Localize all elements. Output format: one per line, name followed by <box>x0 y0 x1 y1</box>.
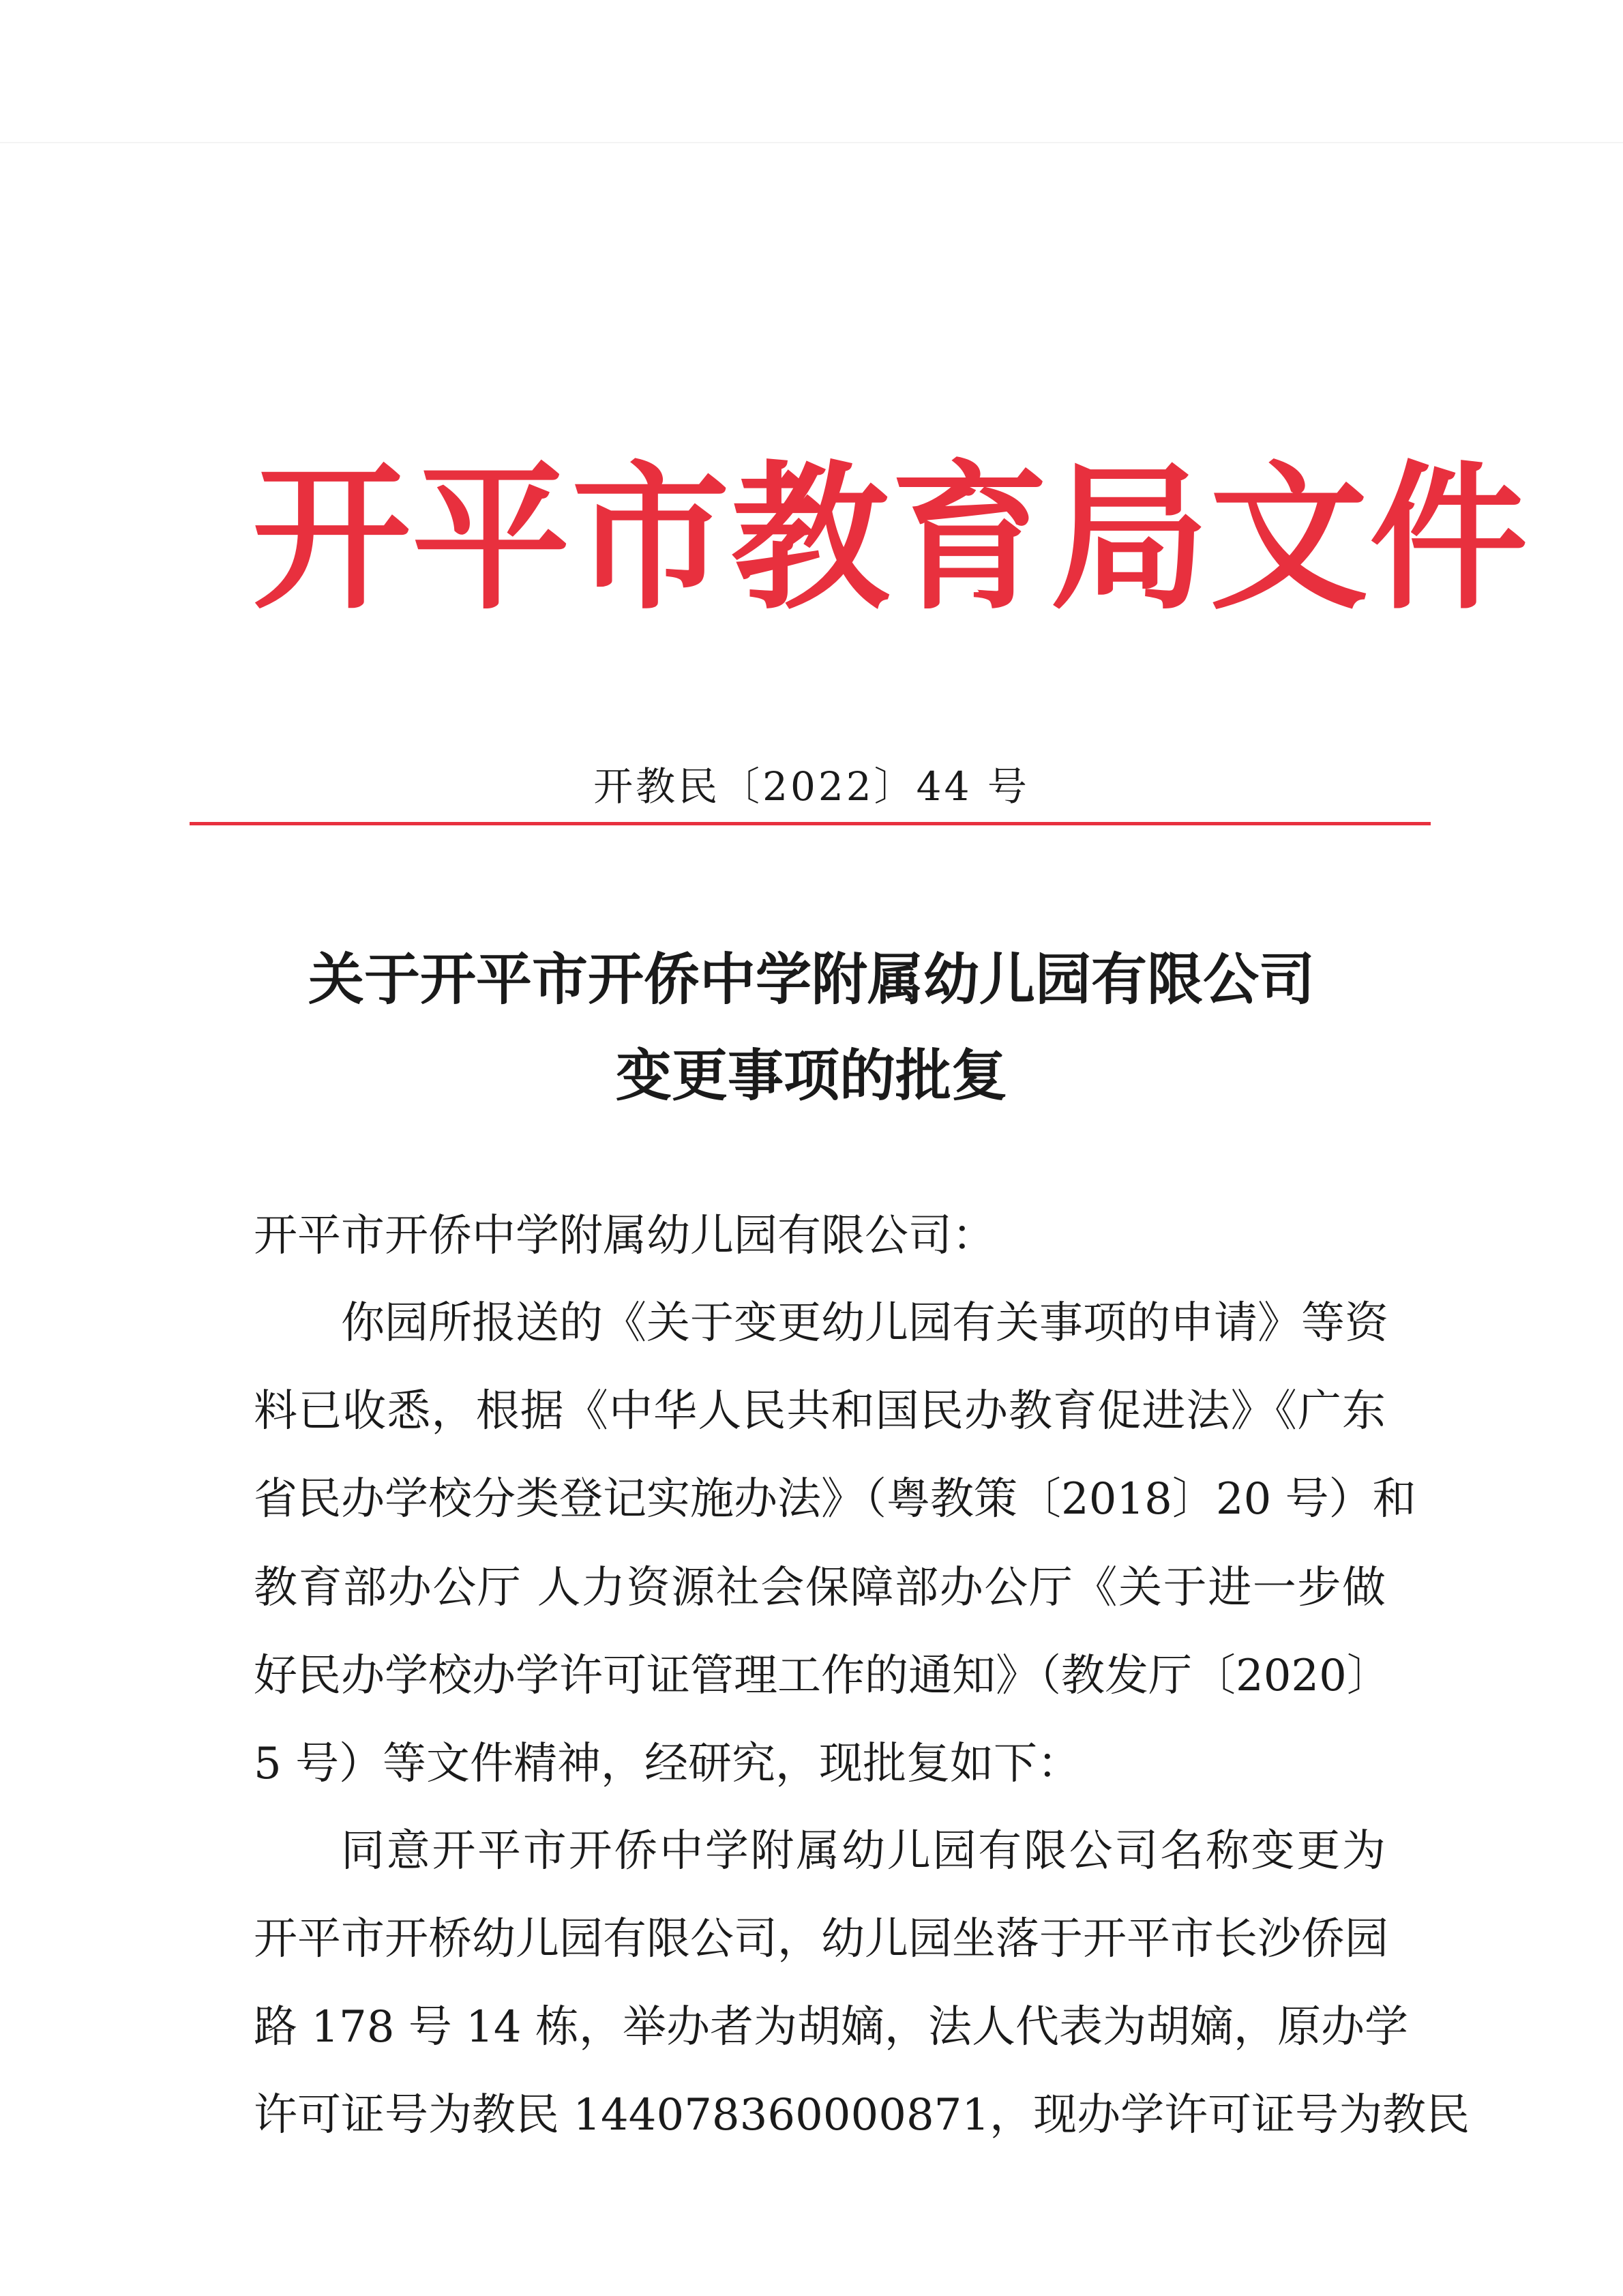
body-line-2: 料已收悉，根据《中华人民共和国民办教育促进法》《广东 <box>254 1386 1386 1437</box>
body-line-8: 开平市开桥幼儿园有限公司，幼儿园坐落于开平市长沙侨园 <box>254 1914 1388 1964</box>
document-title-line-2: 变更事项的批复 <box>615 1043 1007 1108</box>
salutation: 开平市开侨中学附属幼儿园有限公司： <box>254 1211 996 1261</box>
body-line-10: 许可证号为教民 144078360000871，现办学许可证号为教民 <box>254 2090 1470 2140</box>
issuer-masthead: 开平市教育局文件 <box>252 447 1530 631</box>
body-line-6: 5 号）等文件精神，经研究，现批复如下： <box>254 1739 1082 1789</box>
body-line-1: 你园所报送的《关于变更幼儿园有关事项的申请》等资 <box>341 1298 1388 1349</box>
document-title-line-1: 关于开平市开侨中学附属幼儿园有限公司 <box>308 947 1315 1012</box>
body-line-7: 同意开平市开侨中学附属幼儿园有限公司名称变更为 <box>341 1826 1386 1876</box>
red-separator-rule <box>190 822 1431 825</box>
scan-edge-line <box>0 142 1623 143</box>
body-line-9: 路 178 号 14 栋，举办者为胡嫡，法人代表为胡嫡，原办学 <box>254 2002 1408 2052</box>
body-line-4: 教育部办公厅 人力资源社会保障部办公厅《关于进一步做 <box>254 1563 1386 1613</box>
body-line-5: 好民办学校办学许可证管理工作的通知》（教发厅〔2020〕 <box>254 1651 1390 1701</box>
document-number: 开教民〔2022〕44 号 <box>593 763 1030 810</box>
body-line-3: 省民办学校分类登记实施办法》（粤教策〔2018〕20 号）和 <box>254 1474 1416 1525</box>
